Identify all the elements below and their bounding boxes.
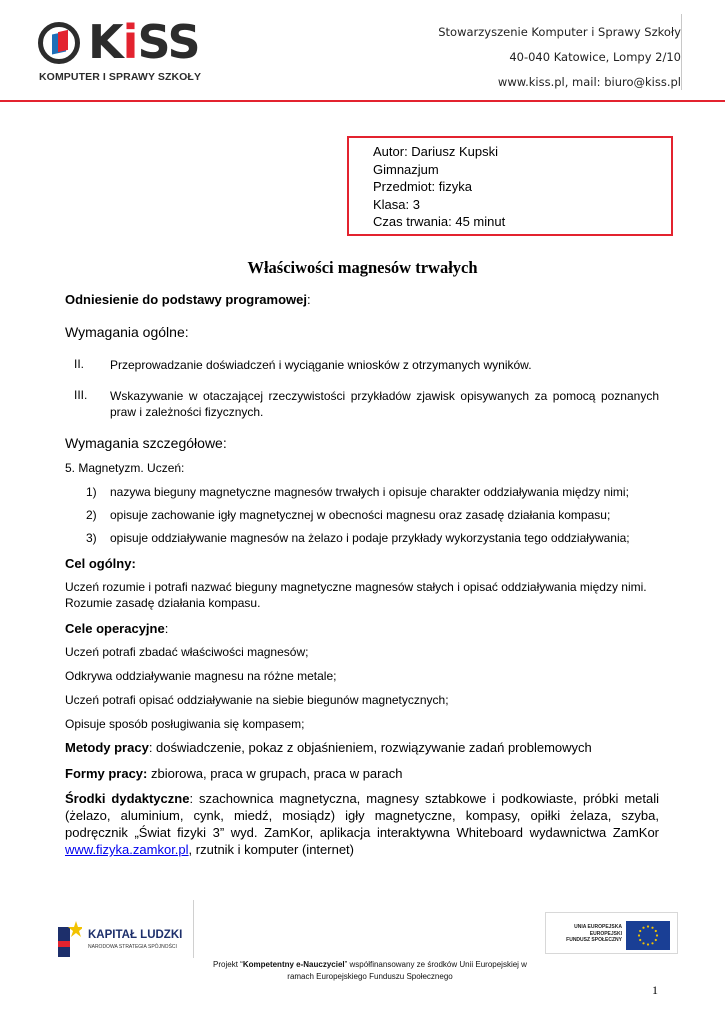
operational-goals-heading: Cele operacyjne: bbox=[65, 621, 169, 636]
school: Gimnazjum bbox=[373, 161, 439, 177]
header-divider-vertical bbox=[681, 14, 682, 90]
author: Autor: Dariusz Kupski bbox=[373, 144, 498, 159]
general-item-number: II. bbox=[74, 357, 85, 371]
logo-subtitle: KOMPUTER I SPRAWY SZKOŁY bbox=[39, 71, 202, 83]
books-icon bbox=[38, 22, 80, 64]
kapital-ludzki-star-icon bbox=[58, 919, 82, 957]
logo-brand: KiSS bbox=[88, 15, 200, 69]
general-goal-heading: Cel ogólny: bbox=[65, 556, 136, 571]
operational-goal-item: Opisuje sposób posługiwania się kompasem; bbox=[65, 717, 305, 731]
operational-goal-item: Uczeń potrafi zbadać właściwości magnesów; bbox=[65, 645, 309, 659]
operational-goal-item: Uczeń potrafi opisać oddziaływanie na siebie biegunów magnetycznych; bbox=[65, 693, 449, 707]
forms-line: Formy pracy: zbiorowa, praca w grupach, praca w parach bbox=[65, 766, 403, 781]
eu-label: UNIA EUROPEJSKA EUROPEJSKI FUNDUSZ SPOŁECZNY bbox=[566, 924, 622, 943]
resources-paragraph: Środki dydaktyczne: szachownica magnetyczna, magnesy sztabkowe i podkowiaste, próbki metali (żelazo, aluminium, cynk, miedź, mosiądz) igły magnetyczne, kompasy, opiłki żelaza, szyba, podręcznik „Świat fizyki 3” wyd. ZamKor, aplikacja interaktywna Whiteboard wydawnictwa ZamKor www.fizyka.zamkor.pl, rzutnik i komputer (internet) bbox=[65, 791, 659, 857]
page-title: Właściwości magnesów trwałych bbox=[247, 258, 478, 277]
detailed-item-text: nazywa bieguny magnetyczne magnesów trwałych i opisuje charakter oddziaływania między nimi; bbox=[110, 485, 629, 499]
detailed-item-number: 3) bbox=[86, 531, 97, 545]
lesson-info-box bbox=[347, 136, 673, 236]
org-address: 40-040 Katowice, Lompy 2/10 bbox=[509, 50, 681, 64]
general-item-text: Przeprowadzanie doświadczeń i wyciąganie wniosków z otrzymanych wyników. bbox=[110, 358, 532, 372]
detailed-requirements-heading: Wymagania szczegółowe: bbox=[65, 435, 227, 451]
kapital-ludzki-logo bbox=[58, 915, 183, 960]
header-divider bbox=[0, 100, 725, 102]
footer-note: Projekt “Kompetentny e-Nauczyciel” współfinansowany ze środków Unii Europejskiej w ramach Europejskiego Funduszu Społecznego bbox=[213, 960, 527, 981]
page-number: 1 bbox=[652, 983, 658, 997]
general-item-text: Wskazywanie w otaczającej rzeczywistości przykładów zjawisk opisywanych za pomocą poznanych praw i zależności fizycznych. bbox=[110, 389, 659, 419]
kapital-ludzki-subtitle: NARODOWA STRATEGIA SPÓJNOŚCI bbox=[88, 944, 177, 950]
footer-divider bbox=[193, 900, 194, 958]
eu-logo bbox=[545, 912, 678, 954]
detailed-item-number: 1) bbox=[86, 485, 97, 499]
curriculum-heading: Odniesienie do podstawy programowej: bbox=[65, 292, 311, 307]
zamkor-link[interactable]: www.fizyka.zamkor.pl bbox=[65, 842, 189, 857]
detailed-item-text: opisuje oddziaływanie magnesów na żelazo i podaje przykłady wykorzystania tego oddziaływania; bbox=[110, 531, 630, 545]
kiss-logo bbox=[36, 14, 216, 86]
eu-flag-icon bbox=[626, 921, 670, 950]
general-requirements-heading: Wymagania ogólne: bbox=[65, 324, 189, 340]
detailed-item-text: opisuje zachowanie igły magnetycznej w obecności magnesu oraz zasadę działania kompasu; bbox=[110, 508, 611, 522]
org-name: Stowarzyszenie Komputer i Sprawy Szkoły bbox=[438, 25, 681, 39]
duration: Czas trwania: 45 minut bbox=[373, 214, 506, 229]
kapital-ludzki-title: KAPITAŁ LUDZKI bbox=[88, 929, 183, 941]
general-item-number: III. bbox=[74, 388, 88, 402]
detailed-item-number: 2) bbox=[86, 508, 97, 522]
org-info bbox=[436, 20, 681, 95]
general-goal-text: Uczeń rozumie i potrafi nazwać bieguny magnetyczne magnesów stałych i opisać oddziaływania między nimi. Rozumie zasadę działania kompasu. bbox=[65, 580, 647, 610]
detailed-section-label: 5. Magnetyzm. Uczeń: bbox=[65, 461, 185, 475]
operational-goal-item: Odkrywa oddziaływanie magnesu na różne metale; bbox=[65, 669, 337, 683]
org-contact: www.kiss.pl, mail: biuro@kiss.pl bbox=[497, 75, 681, 89]
grade: Klasa: 3 bbox=[373, 196, 420, 212]
subject: Przedmiot: fizyka bbox=[373, 179, 472, 194]
methods-line: Metody pracy: doświadczenie, pokaz z objaśnieniem, rozwiązywanie zadań problemowych bbox=[65, 740, 592, 755]
